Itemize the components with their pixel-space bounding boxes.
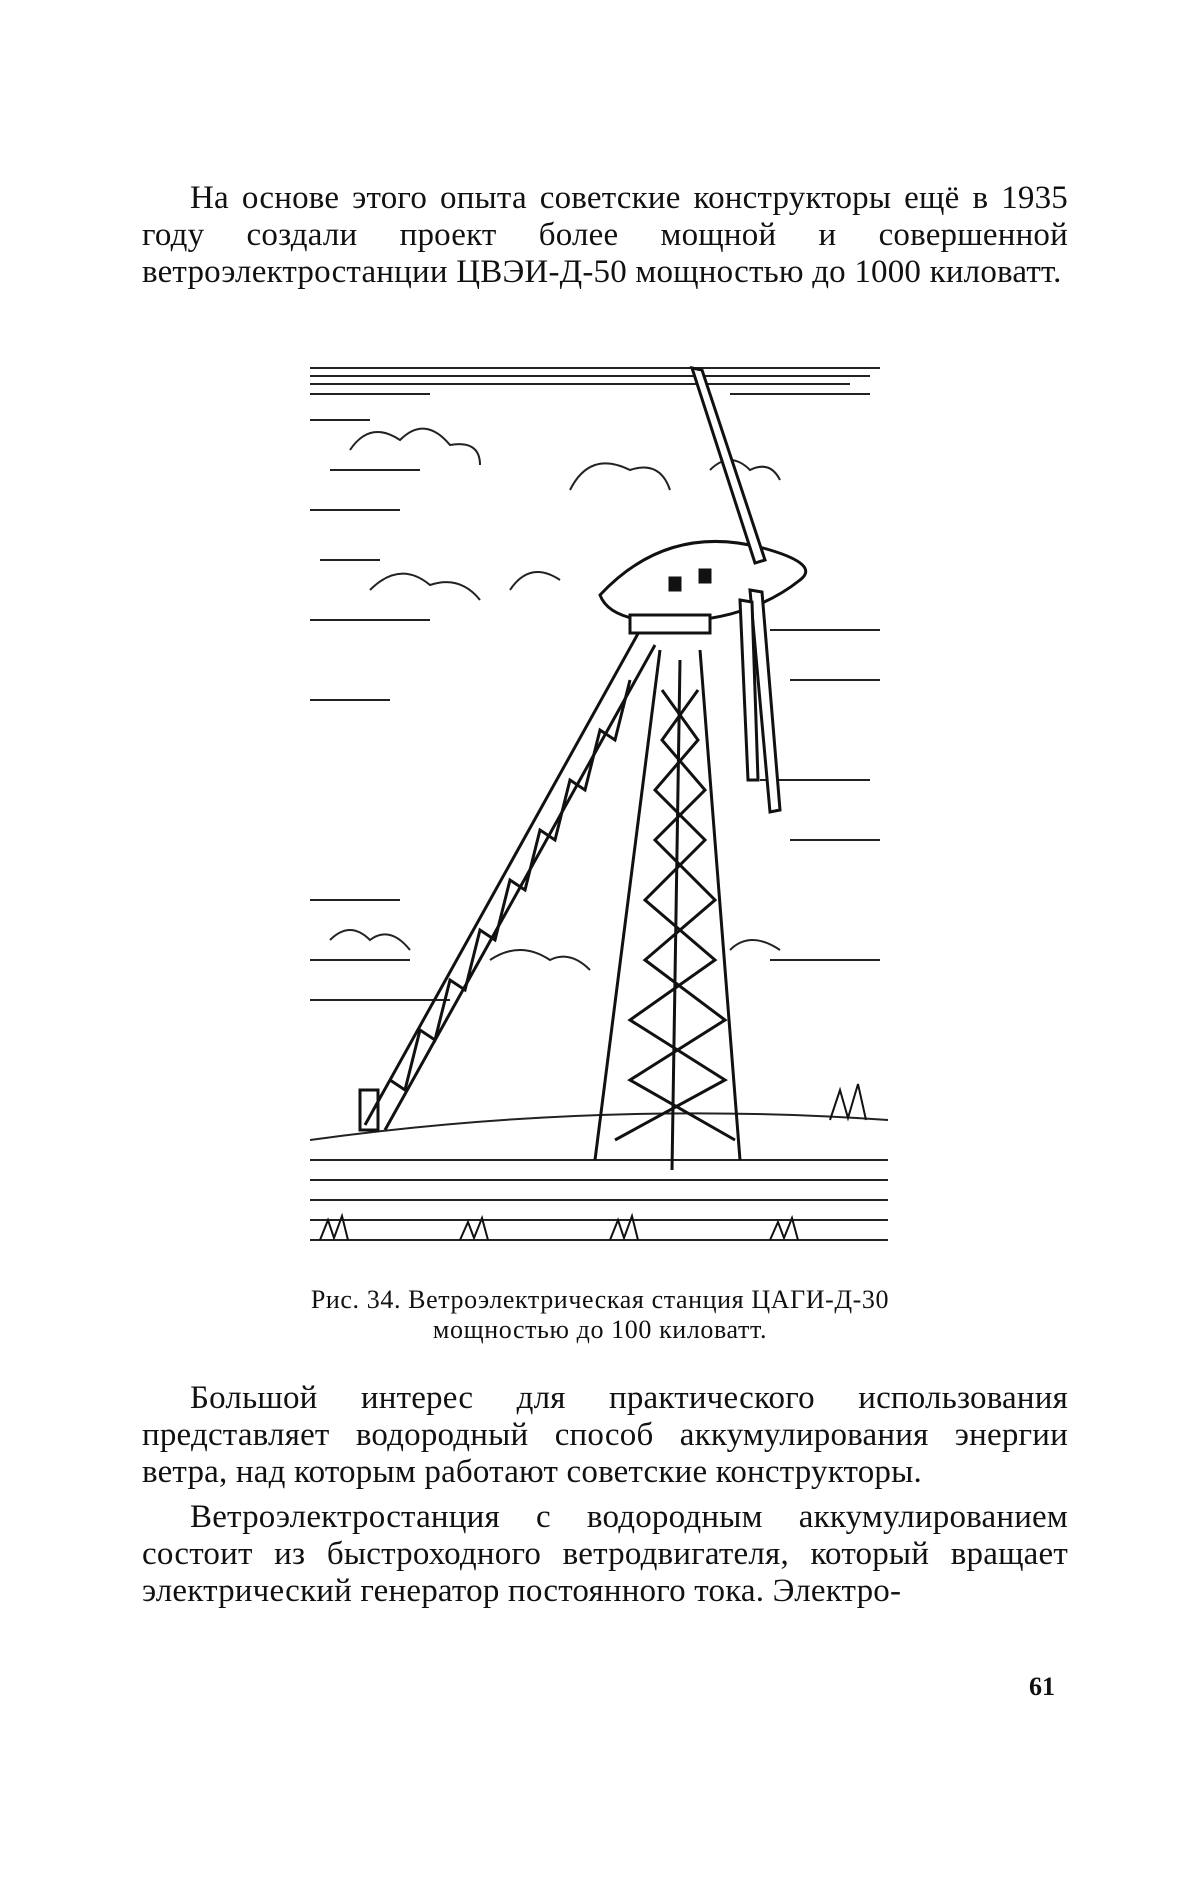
nacelle xyxy=(600,541,806,633)
paragraph-intro: На основе этого опыта советские конструкторы ещё в 1935 году создали проект более мощной и совершенной ветроэлектростанции ЦВЭИ-Д-50 мощностью до 1000 киловатт. xyxy=(142,180,1068,290)
wind-turbine-drawing xyxy=(310,360,888,1252)
grass xyxy=(320,1084,866,1240)
figure-caption-line-1: Рис. 34. Ветроэлектрическая станция ЦАГИ-Д-30 xyxy=(310,1285,890,1314)
paragraph-hydrogen: Большой интерес для практического использования представляет водородный способ аккумулирования энергии ветра, над которым работают советские конструкторы. xyxy=(142,1380,1068,1490)
wind-station-illustration xyxy=(310,360,888,1252)
page-number: 61 xyxy=(1029,1672,1055,1701)
sky-hatching xyxy=(310,368,880,1000)
figure-caption-line-2: мощностью до 100 киловатт. xyxy=(432,1315,768,1344)
paragraph-station-description: Ветроэлектростанция с водородным аккумулированием состоит из быстроходного ветродвигателя, который вращает электрический генератор постоянного тока. Электро- xyxy=(142,1499,1068,1609)
figure-caption xyxy=(190,1285,1010,1345)
inclined-boom xyxy=(360,630,655,1130)
